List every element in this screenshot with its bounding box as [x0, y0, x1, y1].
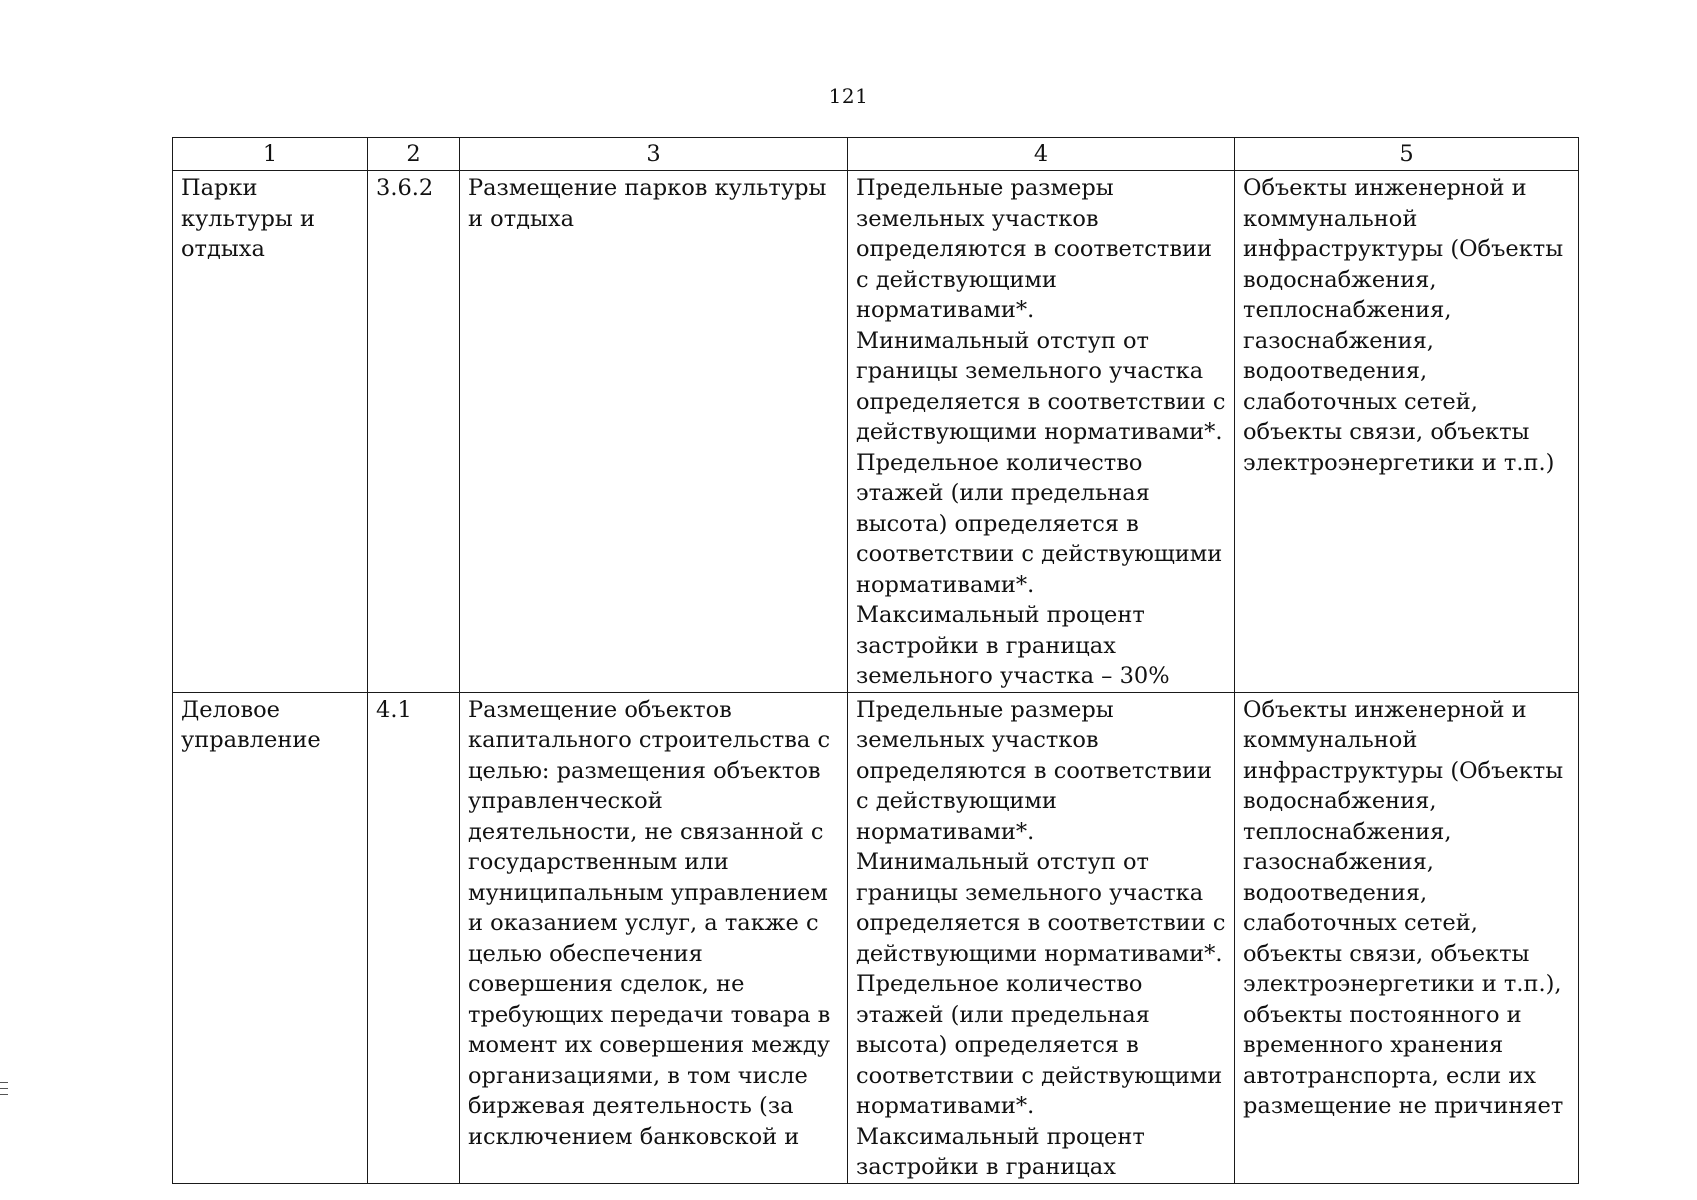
use-type-name: Парки культуры и отдыха	[173, 171, 368, 693]
table-header-row	[173, 138, 1579, 171]
auxiliary-uses: Объекты инженерной и коммунальной инфраструктуры (Объекты водоснабжения, теплоснабжения, газоснабжения, водоотведения, слаботочных сетей, объекты связи, объекты электроэнергетики и т.п.), объекты постоянного и временного хранения автотранспорта, если их размещение не причиняет	[1235, 692, 1579, 1183]
parameter-floors: Предельное количество этажей (или предельная высота) определяется в соответствии с действующими нормативами*.	[856, 449, 1223, 598]
column-header-2: 2	[368, 138, 460, 171]
use-type-name: Деловое управление	[173, 692, 368, 1183]
land-use-table	[172, 137, 1579, 1184]
page-number: 121	[828, 84, 869, 108]
use-type-description: Размещение объектов капитального строительства с целью: размещения объектов управленческой деятельности, не связанной с государственным или муниципальным управлением и оказанием услуг, а также с целью обеспечения совершения сделок, не требующих передачи товара в момент их совершения между организациями, в том числе биржевая деятельность (за исключением банковской и	[460, 692, 848, 1183]
parameter-plot-size: Предельные размеры земельных участков определяются в соответствии с действующими нормативами*.	[856, 696, 1213, 845]
parameter-plot-size: Предельные размеры земельных участков определяются в соответствии с действующими нормативами*.	[856, 175, 1213, 323]
margin-tick-mark	[0, 1094, 8, 1095]
use-type-description: Размещение парков культуры и отдыха	[460, 171, 848, 693]
column-header-4: 4	[848, 138, 1235, 171]
column-header-5: 5	[1235, 138, 1579, 171]
table-row	[173, 692, 1579, 1183]
auxiliary-uses: Объекты инженерной и коммунальной инфраструктуры (Объекты водоснабжения, теплоснабжения, газоснабжения, водоотведения, слаботочных сетей, объекты связи, объекты электроэнергетики и т.п.)	[1235, 171, 1579, 693]
column-header-3: 3	[460, 138, 848, 171]
column-header-1: 1	[173, 138, 368, 171]
parameter-setback: Минимальный отступ от границы земельного участка определяется в соответствии с действующими нормативами*.	[856, 327, 1226, 445]
use-type-code: 3.6.2	[368, 171, 460, 693]
use-type-code: 4.1	[368, 692, 460, 1183]
margin-tick-mark	[0, 1088, 8, 1089]
parameter-coverage: Максимальный процент застройки в границах	[856, 1123, 1145, 1180]
parameter-setback: Минимальный отступ от границы земельного участка определяется в соответствии с действующими нормативами*.	[856, 849, 1226, 967]
parameter-coverage: Максимальный процент застройки в границах земельного участка – 30%	[856, 602, 1170, 689]
margin-tick-mark	[0, 1082, 8, 1083]
table-row	[173, 171, 1579, 693]
building-parameters	[848, 171, 1235, 693]
building-parameters	[848, 692, 1235, 1183]
parameter-floors: Предельное количество этажей (или предельная высота) определяется в соответствии с действующими нормативами*.	[856, 971, 1223, 1119]
